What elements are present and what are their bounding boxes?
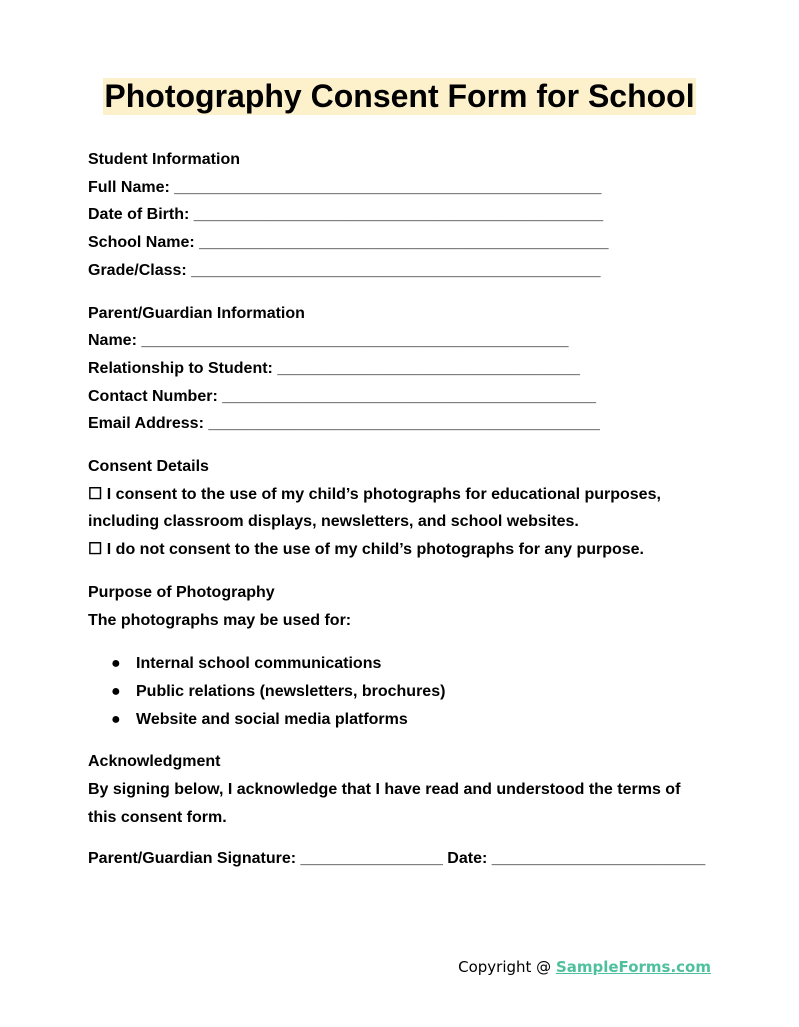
bullet-icon: ●: [111, 655, 121, 673]
form-body: [88, 146, 713, 873]
section-heading: Parent/Guardian Information: [88, 304, 305, 322]
signature-section: [88, 845, 713, 873]
signature-date-line: Parent/Guardian Signature: ________________ Date: ________________________: [88, 850, 706, 868]
copyright-prefix: Copyright @: [458, 958, 556, 976]
school-name-field: School Name: ______________________________________________: [88, 234, 609, 252]
student-section: [88, 146, 713, 285]
consent-option-yes: ☐ I consent to the use of my child’s photographs for educational purposes, including classroom displays, newsletters, and school websites.: [88, 485, 661, 531]
list-item: ● Public relations (newsletters, brochures): [88, 678, 713, 706]
purpose-intro: The photographs may be used for:: [88, 611, 352, 629]
full-name-field: Full Name: ________________________________________________: [88, 178, 602, 196]
date-of-birth-field: Date of Birth: ______________________________________________: [88, 206, 604, 224]
section-heading: Student Information: [88, 151, 240, 168]
section-heading: Consent Details: [88, 458, 209, 476]
purpose-list: [88, 650, 713, 733]
relationship-field: Relationship to Student: __________________________________: [88, 359, 580, 377]
acknowledgment-section: [88, 748, 713, 831]
copyright-footer: [458, 958, 711, 976]
section-heading: Acknowledgment: [88, 753, 221, 771]
section-heading: Purpose of Photography: [88, 583, 275, 601]
list-item: ● Internal school communications: [88, 650, 713, 678]
grade-class-field: Grade/Class: ______________________________________________: [88, 261, 601, 279]
list-item: ● Website and social media platforms: [88, 706, 713, 734]
brand-link[interactable]: SampleForms.com: [555, 958, 711, 976]
consent-option-no: ☐ I do not consent to the use of my child’s photographs for any purpose.: [88, 541, 644, 559]
acknowledgment-text: By signing below, I acknowledge that I have read and understood the terms of this consent form.: [88, 781, 681, 826]
page-title: Photography Consent Form for School: [104, 78, 695, 114]
email-address-field: Email Address: ____________________________________________: [88, 415, 600, 433]
parent-name-field: Name: ________________________________________________: [88, 332, 569, 350]
contact-number-field: Contact Number: __________________________________________: [88, 387, 596, 405]
consent-section: [88, 453, 713, 564]
bullet-icon: ●: [111, 682, 121, 700]
purpose-section: [88, 579, 713, 734]
bullet-icon: ●: [111, 710, 121, 728]
parent-section: [88, 300, 713, 439]
